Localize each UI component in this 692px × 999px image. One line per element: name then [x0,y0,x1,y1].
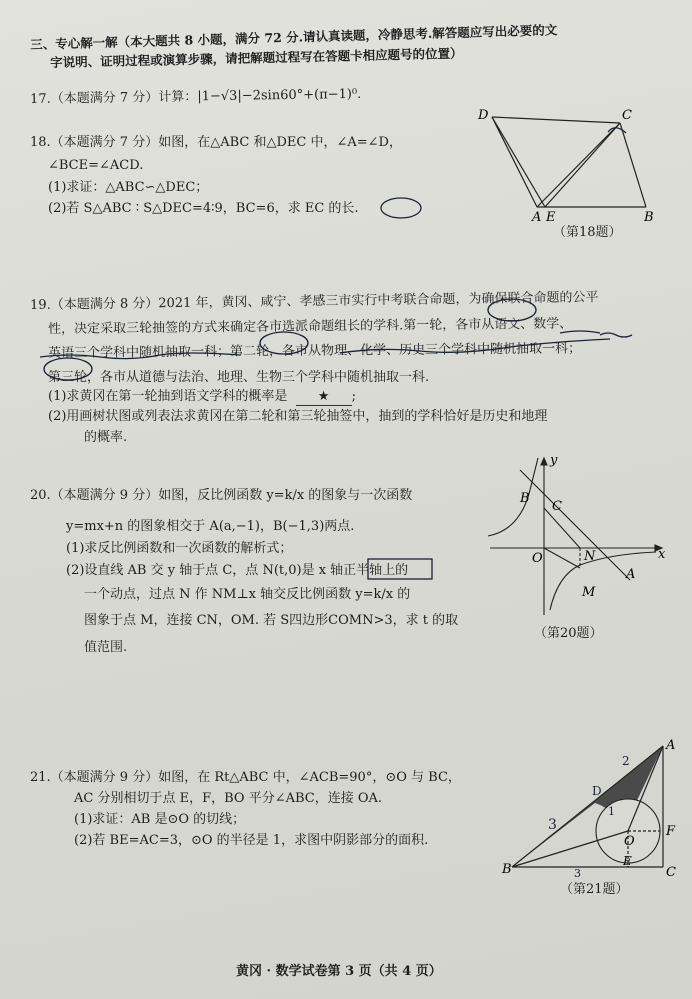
question-19-line2: 性，决定采取三轮抽签的方式来确定各市选派命题组长的学科.第一轮，各市从语文、数学、 [48,316,573,337]
annotation-3-left: 3 [548,817,557,833]
section-header: 三、专心解一解（本大题共 8 小题，满分 72 分.请认真读题，冷静思考.解答题应写出必要的文 [30,22,558,52]
label-x: x [658,547,666,562]
question-20-part2-cont2: 图象于点 M，连接 CN，OM. 若 S四边形COMN>3，求 t 的取 [84,613,459,628]
circle-second-round [260,332,308,354]
segment-om [544,548,580,568]
question-18-part1: (1)求证：△ABC∽△DEC； [48,180,209,195]
figure-21 [500,735,685,880]
hyperbola-branch-left [488,458,538,536]
label-b: B [520,491,530,506]
figure-20 [480,450,670,620]
question-19-part1-text: (1)求黄冈在第一轮抽到语文学科的概率是 [48,389,288,404]
label-o: O [532,551,543,566]
question-19-line1: 19.（本题满分 8 分）2021 年，黄冈、咸宁、孝感三市实行中考联合命题，为确保联合命题的公平 [30,290,599,313]
label-a: A [666,738,676,753]
label-o: O [624,834,635,849]
annotation-1: 1 [608,805,615,818]
label-y: y [550,453,558,468]
segment-ce [537,123,620,207]
caption-21: （第21题） [560,882,629,897]
circle-first-round [488,299,536,321]
annotation-2: 2 [622,754,630,768]
star-icon: ★ [317,389,330,404]
question-20-line2: y=mx+n 的图象相交于 A(a,−1)，B(−1,3)两点. [66,519,355,534]
label-n: N [584,549,596,564]
label-a: A [626,567,636,582]
question-21-part2: (2)若 BE=AC=3，⊙O 的半径是 1，求图中阴影部分的面积. [74,833,429,848]
label-a: A [532,210,542,225]
segment-ca [545,123,620,207]
handwritten-circle-ec [378,196,424,220]
question-19-part2: (2)用画树状图或列表法求黄冈在第二轮和第三轮抽签中，抽到的学科恰好是历史和地理 [48,409,548,424]
label-f: F [666,824,676,839]
label-d: D [592,784,602,798]
label-b: B [502,862,512,877]
segment-cb [620,123,646,207]
label-e: E [546,210,556,225]
answer-blank [296,389,352,406]
figure-18 [470,105,670,240]
question-19-part2-cont: 的概率. [84,430,128,445]
question-18-part2: (2)若 S△ABC ∶ S△DEC=4∶9，BC=6，求 EC 的长. [48,201,359,216]
caption-18: （第18题） [553,225,622,240]
page-footer: 黄冈 · 数学试卷第 3 页（共 4 页） [236,964,442,979]
question-19-part1: (1)求黄冈在第一轮抽到语文学科的概率是 ★ ; [48,389,356,404]
circle-third-round [44,358,92,380]
question-21-line1: 21.（本题满分 9 分）如图，在 Rt△ABC 中，∠ACB=90°，⊙O 与 BC， [30,770,461,785]
section-header-cont: 字说明、证明过程或演算步骤，请把解题过程写在答题卡相应题号的位置） [50,45,463,70]
question-19-line4: 第三轮，各市从道德与法治、地理、生物三个学科中随机抽取一科. [48,370,430,385]
handwritten-box-positive-axis [365,556,437,582]
question-20-part2-cont3: 值范围. [84,640,128,655]
question-20-line1: 20.（本题满分 9 分）如图，反比例函数 y=k/x 的图象与一次函数 [30,488,413,503]
caption-20: （第20题） [534,626,603,641]
question-19-line3: 英语三个学科中随机抽取一科；第二轮，各市从物理、化学、历史三个学科中随机抽取一科； [48,341,582,361]
label-m: M [582,585,596,600]
segment-de [492,117,537,207]
question-18-line2: ∠BCE=∠ACD. [48,158,144,173]
label-c: C [552,499,562,514]
question-17: 17.（本题满分 7 分）计算：|1−√3|−2sin60°+(π−1)⁰. [30,86,362,107]
label-e: E [623,854,632,868]
handwritten-marks-19 [40,295,660,387]
label-c: C [666,865,676,880]
label-d: D [478,108,489,123]
question-20-part2-cont1: 一个动点，过点 N 作 NM⊥x 轴交反比例函数 y=k/x 的 [84,587,411,602]
question-20-part2: (2)设直线 AB 交 y 轴于点 C，点 N(t,0)是 x 轴正半轴上的 [66,563,409,578]
question-18-line1: 18.（本题满分 7 分）如图，在△ABC 和△DEC 中，∠A=∠D， [30,135,402,150]
segment-cn [544,508,580,548]
question-21-line2: AC 分别相切于点 E，F，BO 平分∠ABC，连接 OA. [74,791,383,806]
segment-da [492,117,545,207]
segment-dc [492,117,620,123]
label-c: C [622,108,632,123]
question-21-part1: (1)求证：AB 是⊙O 的切线； [74,812,246,827]
annotation-3-bottom: 3 [574,867,581,880]
question-20-part1: (1)求反比例函数和一次函数的解析式； [66,541,293,556]
label-b: B [644,210,654,225]
